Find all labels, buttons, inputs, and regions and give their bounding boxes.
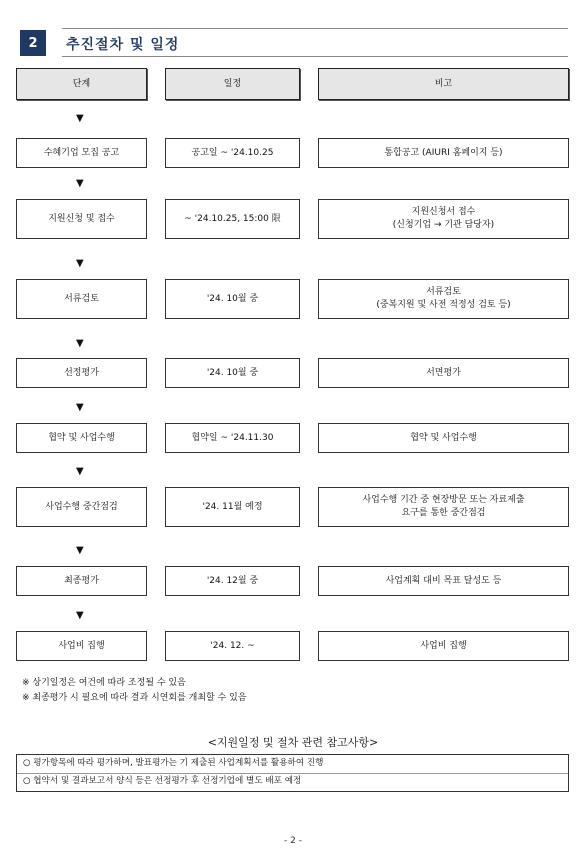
step-remark-line: 요구를 통한 중간점검 xyxy=(401,508,486,518)
flow-arrow-icon: ▼ xyxy=(76,466,84,477)
flow-arrow-icon: ▼ xyxy=(76,402,84,413)
step-remark xyxy=(318,358,569,388)
flow-arrow-icon: ▼ xyxy=(76,610,84,621)
step-remark-line: 통합공고 (AIURI 홈페이지 등) xyxy=(384,147,503,158)
step-remark-line: 사업수행 기간 중 현장방문 또는 자료제출 xyxy=(362,495,525,505)
step-schedule: '24. 11월 예정 xyxy=(165,487,300,527)
header-stage: 단계 xyxy=(16,68,147,100)
reference-box xyxy=(16,754,569,792)
step-remark-text xyxy=(426,367,461,380)
notes xyxy=(22,676,247,706)
step-remark-line: 협약 및 사업수행 xyxy=(410,432,477,443)
step-schedule: '24. 12. ~ xyxy=(165,631,300,661)
step-remark xyxy=(318,566,569,596)
step-remark-line: (중복지원 및 사전 적정성 검토 등) xyxy=(376,300,511,310)
step-remark-line: (신청기업 → 기관 담당자) xyxy=(392,220,495,230)
reference-item: ○ 평가항목에 따라 평가하며, 발표평가는 기 제출된 사업계획서를 활용하여 진행 xyxy=(23,758,324,768)
step-stage: 지원신청 및 접수 xyxy=(16,199,147,239)
step-remark-text xyxy=(376,286,510,312)
section-number-badge: 2 xyxy=(20,30,46,56)
reference-divider xyxy=(17,773,568,774)
step-remark xyxy=(318,631,569,661)
step-remark-text xyxy=(384,147,502,160)
header-remark: 비고 xyxy=(318,68,569,100)
step-remark xyxy=(318,487,569,527)
step-remark-line: 지원신청서 접수 xyxy=(411,207,476,217)
note-item: ※ 최종평가 시 필요에 따라 결과 시연회를 개최할 수 있음 xyxy=(22,693,247,703)
step-schedule: ~ '24.10.25, 15:00 限 xyxy=(165,199,300,239)
page-number: - 2 - xyxy=(284,836,302,846)
step-stage: 서류검토 xyxy=(16,279,147,319)
step-schedule: '24. 12월 중 xyxy=(165,566,300,596)
flow-arrow-icon: ▼ xyxy=(76,338,84,349)
step-stage: 사업비 집행 xyxy=(16,631,147,661)
flow-arrow-icon: ▼ xyxy=(76,113,84,124)
section-top-rule xyxy=(62,28,568,29)
step-remark-text xyxy=(410,432,477,445)
step-remark xyxy=(318,423,569,453)
step-remark-line: 사업비 집행 xyxy=(420,640,467,651)
step-schedule: '24. 10월 중 xyxy=(165,358,300,388)
step-remark xyxy=(318,199,569,239)
section-bottom-rule xyxy=(62,56,568,57)
step-remark-line: 서류검토 xyxy=(426,287,461,297)
step-stage: 사업수행 중간점검 xyxy=(16,487,147,527)
step-schedule: 공고일 ~ '24.10.25 xyxy=(165,138,300,168)
note-item: ※ 상기일정은 여건에 따라 조정될 수 있음 xyxy=(22,678,186,688)
step-remark-text xyxy=(386,575,502,588)
step-stage: 선정평가 xyxy=(16,358,147,388)
step-remark xyxy=(318,279,569,319)
step-remark-line: 서면평가 xyxy=(426,367,461,378)
step-remark xyxy=(318,138,569,168)
step-stage: 수혜기업 모집 공고 xyxy=(16,138,147,168)
step-stage: 최종평가 xyxy=(16,566,147,596)
step-remark-text xyxy=(393,206,494,232)
flow-arrow-icon: ▼ xyxy=(76,258,84,269)
reference-item: ○ 협약서 및 결과보고서 양식 등은 선정평가 후 선정기업에 별도 배포 예정 xyxy=(23,776,302,786)
section-header xyxy=(20,28,568,58)
step-remark-line: 사업계획 대비 목표 달성도 등 xyxy=(385,575,502,586)
flow-arrow-icon: ▼ xyxy=(76,178,84,189)
step-stage: 협약 및 사업수행 xyxy=(16,423,147,453)
step-remark-text xyxy=(362,494,524,520)
flow-arrow-icon: ▼ xyxy=(76,545,84,556)
step-schedule: 협약일 ~ '24.11.30 xyxy=(165,423,300,453)
header-schedule: 일정 xyxy=(165,68,300,100)
reference-title: <지원일정 및 절차 관련 참고사항> xyxy=(207,736,379,749)
step-schedule: '24. 10월 중 xyxy=(165,279,300,319)
step-remark-text xyxy=(420,640,466,653)
section-title: 추진절차 및 일정 xyxy=(66,37,180,53)
